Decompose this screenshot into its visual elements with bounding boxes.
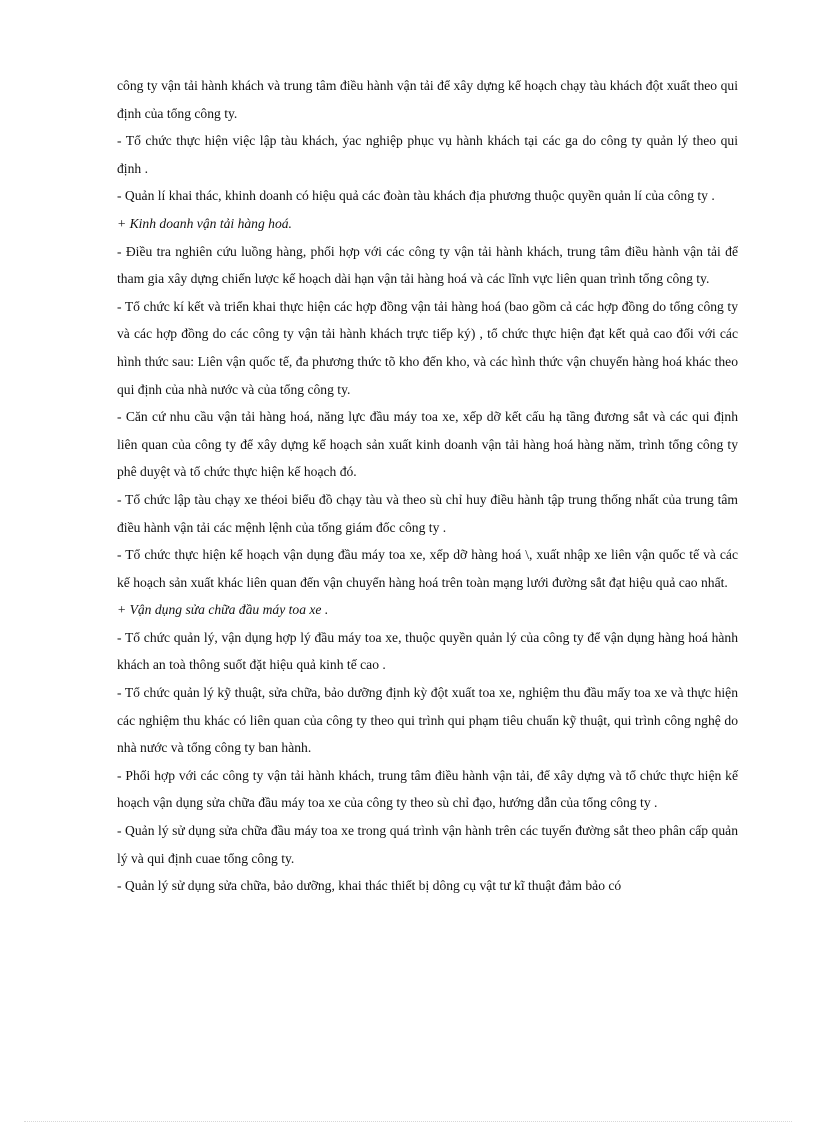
paragraph: - Phối hợp với các công ty vận tải hành khách, trung tâm điều hành vận tải, để xây dựng và tổ chức thực hiện kế hoạch vận dụng sửa chữa đầu máy toa xe của công ty theo sù chỉ đạo, hướng dẫn của tổng công ty . xyxy=(117,767,738,811)
paragraph: - Căn cứ nhu cầu vận tải hàng hoá, năng lực đầu máy toa xe, xếp dỡ kết cấu hạ tầng đương sắt và các qui định liên quan của công ty để xây dựng kế hoạch sản xuất kinh doanh vận tải hàng hoá hàng năm, trình tổng công ty phê duyệt và tổ chức thực hiện kế hoạch đó. xyxy=(117,409,738,480)
paragraph: - Tổ chức quản lý, vận dụng hợp lý đầu máy toa xe, thuộc quyền quản lý của công ty để vận dụng hàng hoá hành khách an toà thông suốt đặt hiệu quả kinh tế cao . xyxy=(117,629,738,673)
section-heading: + Kinh doanh vận tải hàng hoá. xyxy=(117,215,292,231)
paragraph: - Điều tra nghiên cứu luồng hàng, phối hợp với các công ty vận tải hành khách, trung tâm điều hành vận tải để tham gia xây dựng chiến lược kế hoạch dài hạn vận tải hàng hoá và các lĩnh vực liên quan trình tổng công ty. xyxy=(117,243,738,287)
paragraph: - Quản lí khai thác, khinh doanh có hiệu quả các đoàn tàu khách địa phương thuộc quyền quản lí của công ty . xyxy=(117,188,715,204)
paragraph: - Tổ chức thực hiện kế hoạch vận dụng đầu máy toa xe, xếp dỡ hàng hoá \, xuất nhập xe liên vận quốc tế và các kế hoạch sản xuất khác liên quan đến vận chuyển hàng hoá trên toàn mạng lưới đường sắt đạt hiệu quả cao nhất. xyxy=(117,547,738,590)
paragraph: - Tổ chức thực hiện việc lập tàu khách, ýac nghiệp phục vụ hành khách tại các ga do công ty quản lý theo qui định . xyxy=(117,133,738,176)
paragraph: - Tổ chức lập tàu chạy xe théoi biểu đồ chạy tàu và theo sù chỉ huy điều hành tập trung thống nhất của trung tâm điều hành vận tải các mệnh lệnh của tổng giám đốc công ty . xyxy=(117,491,738,535)
paragraph: - Quản lý sử dụng sửa chữa, bảo dưỡng, khai thác thiết bị dông cụ vật tư kĩ thuật đảm bảo có xyxy=(117,878,622,894)
paragraph: công ty vận tải hành khách và trung tâm điều hành vận tải để xây dựng kế hoạch chạy tàu khách đột xuất theo qui định của tổng công ty. xyxy=(117,78,738,121)
document-body xyxy=(117,72,738,900)
paragraph: - Tổ chức kí kết và triển khai thực hiện các hợp đồng vận tải hàng hoá (bao gồm cả các hợp đồng do tổng công ty và các hợp đồng do các công ty vận tải hành khách trực tiếp ký) , tổ chức thực hiện đạt kết quả cao đối với các hình thức sau: Liên vận quốc tế, đa phương thức tõ kho đến kho, và các hình thức vận chuyển hàng hoá khác theo qui định của nhà nước và của tổng công ty. xyxy=(117,298,738,397)
paragraph: - Tổ chức quản lý kỹ thuật, sửa chữa, bảo dưỡng định kỳ đột xuất toa xe, nghiệm thu đầu mấy toa xe và thực hiện các nghiệm thu khác có liên quan của công ty theo qui trình qui phạm tiêu chuẩn kỹ thuật, qui trình công nghệ do nhà nước và tổng công ty ban hành. xyxy=(117,685,738,756)
section-heading: + Vận dụng sửa chữa đầu máy toa xe . xyxy=(117,602,329,618)
paragraph: - Quản lý sử dụng sửa chữa đầu máy toa xe trong quá trình vận hành trên các tuyến đường sắt theo phân cấp quản lý và qui định cuae tổng công ty. xyxy=(117,823,738,866)
page-bottom-rule xyxy=(24,1121,792,1122)
